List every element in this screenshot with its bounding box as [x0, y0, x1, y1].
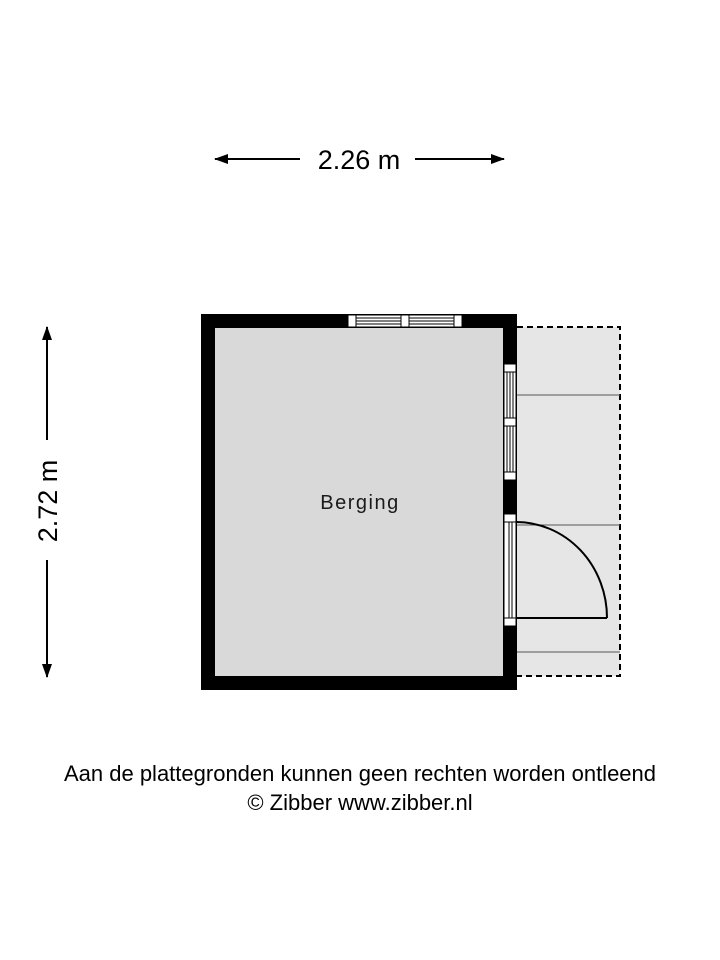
- door-opening: [504, 514, 516, 626]
- exterior-area-fill: [517, 327, 620, 676]
- height-dimension: [33, 327, 63, 677]
- room-label: Berging: [320, 492, 400, 514]
- width-dimension-label: 2.26 m: [317, 145, 401, 175]
- copyright-text: © Zibber www.zibber.nl: [247, 790, 473, 815]
- disclaimer-text: Aan de plattegronden kunnen geen rechten worden ontleend: [63, 761, 657, 786]
- height-dimension-label: 2.72 m: [33, 459, 63, 543]
- exterior-area: [517, 327, 620, 676]
- width-dimension: [215, 145, 504, 175]
- window-right: [504, 364, 516, 480]
- window-top: [348, 315, 462, 327]
